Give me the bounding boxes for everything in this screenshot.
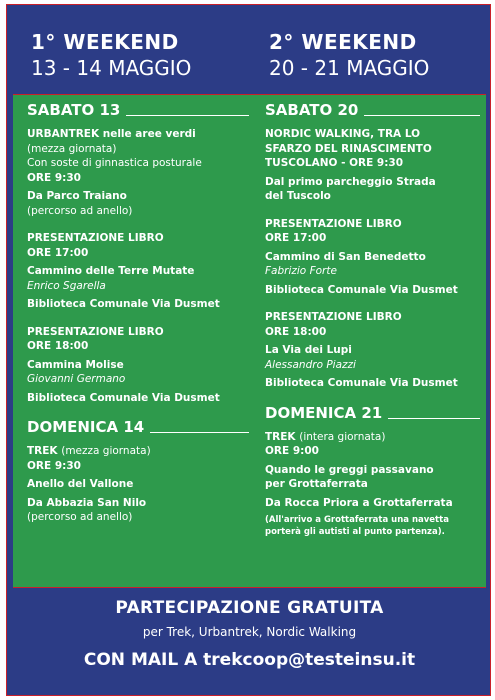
weekend-1-title: 1° WEEKEND bbox=[31, 30, 179, 54]
book-author: Giovanni Germano bbox=[27, 373, 126, 385]
event-time: ORE 17:00 bbox=[27, 246, 89, 259]
event-venue: Biblioteca Comunale Via Dusmet bbox=[27, 298, 220, 310]
event-title-line-1: NORDIC WALKING, TRA LO bbox=[265, 128, 421, 140]
event-name-line-1: Quando le greggi passavano bbox=[265, 463, 434, 476]
day-header-sabato-20 bbox=[265, 101, 480, 119]
event-book-presentation-1 bbox=[27, 231, 249, 312]
event-time: ORE 17:00 bbox=[265, 232, 327, 244]
weekend-1-header bbox=[31, 29, 191, 81]
event-title: TREK bbox=[265, 430, 296, 443]
book-title: Cammino delle Terre Mutate bbox=[27, 265, 195, 277]
event-time: ORE 9:30 bbox=[27, 171, 81, 184]
day-title: DOMENICA 21 bbox=[265, 403, 383, 422]
event-title-line-3: TUSCOLANO - ORE 9:30 bbox=[265, 157, 404, 169]
weekend-2-header bbox=[269, 29, 429, 81]
event-place-line-2: del Tuscolo bbox=[265, 190, 331, 202]
weekend-1-dates: 13 - 14 MAGGIO bbox=[31, 56, 192, 80]
day-header-domenica-21 bbox=[265, 404, 480, 422]
event-duration: (mezza giornata) bbox=[27, 142, 117, 155]
weekend-1-column bbox=[27, 101, 249, 538]
free-participation-title: PARTECIPAZIONE GRATUITA bbox=[115, 598, 384, 618]
event-title: PRESENTAZIONE LIBRO bbox=[27, 232, 164, 244]
divider bbox=[364, 115, 480, 116]
event-note: (percorso ad anello) bbox=[27, 204, 133, 217]
event-book-presentation-3 bbox=[265, 217, 480, 298]
weekend-2-dates: 20 - 21 MAGGIO bbox=[269, 56, 430, 80]
book-title: Cammina Molise bbox=[27, 358, 124, 371]
book-author: Fabrizio Forte bbox=[265, 265, 337, 277]
weekend-2-column bbox=[265, 101, 480, 551]
book-author: Enrico Sgarella bbox=[27, 279, 106, 292]
event-place-line-1: Dal primo parcheggio Strada bbox=[265, 175, 436, 188]
divider bbox=[126, 115, 249, 116]
weekend-2-title: 2° WEEKEND bbox=[269, 30, 417, 54]
event-title-line bbox=[27, 444, 249, 459]
contact-email-line: CON MAIL A trekcoop@testeinsu.it bbox=[83, 650, 416, 670]
event-venue: Biblioteca Comunale Via Dusmet bbox=[27, 391, 220, 404]
book-title: La Via dei Lupi bbox=[265, 344, 352, 356]
event-book-presentation-4 bbox=[265, 310, 480, 391]
event-title: PRESENTAZIONE LIBRO bbox=[265, 311, 402, 323]
event-note-line-2: porterà gli autisti al punto partenza). bbox=[265, 527, 445, 537]
event-trek-21 bbox=[265, 430, 480, 539]
event-nordic-walking bbox=[265, 127, 480, 204]
day-header-domenica-14 bbox=[27, 418, 249, 436]
event-place: Da Abbazia San Nilo bbox=[27, 496, 147, 509]
divider bbox=[388, 418, 480, 419]
event-poster bbox=[6, 4, 491, 696]
event-urbantrek bbox=[27, 127, 249, 218]
event-title-line-2: SFARZO DEL RINASCIMENTO bbox=[265, 142, 432, 155]
event-name-line-2: per Grottaferrata bbox=[265, 478, 368, 490]
event-time: ORE 9:30 bbox=[27, 459, 81, 472]
program-panel bbox=[13, 94, 486, 588]
day-title: DOMENICA 14 bbox=[27, 418, 145, 436]
divider bbox=[150, 432, 249, 433]
event-note-line-1: (All'arrivo a Grottaferrata una navetta bbox=[265, 515, 449, 525]
event-route: Da Rocca Priora a Grottaferrata bbox=[265, 496, 453, 509]
event-title: TREK bbox=[27, 445, 58, 457]
event-title-line bbox=[265, 430, 480, 445]
event-trek-14 bbox=[27, 444, 249, 525]
day-title: SABATO 13 bbox=[27, 101, 121, 119]
event-time: ORE 18:00 bbox=[265, 325, 327, 338]
event-duration: (intera giornata) bbox=[299, 430, 386, 443]
event-description: Con soste di ginnastica posturale bbox=[27, 157, 202, 169]
day-header-sabato-13 bbox=[27, 101, 249, 119]
event-book-presentation-2 bbox=[27, 325, 249, 406]
event-venue: Biblioteca Comunale Via Dusmet bbox=[265, 283, 458, 296]
activities-subtitle: per Trek, Urbantrek, Nordic Walking bbox=[142, 625, 357, 639]
event-duration: (mezza giornata) bbox=[61, 445, 151, 457]
event-place: Da Parco Traiano bbox=[27, 190, 127, 202]
event-title: PRESENTAZIONE LIBRO bbox=[265, 217, 402, 230]
event-title: PRESENTAZIONE LIBRO bbox=[27, 325, 164, 338]
event-time: ORE 9:00 bbox=[265, 445, 319, 457]
day-title: SABATO 20 bbox=[265, 101, 359, 119]
event-venue: Biblioteca Comunale Via Dusmet bbox=[265, 377, 458, 389]
event-note: (percorso ad anello) bbox=[27, 511, 133, 523]
book-author: Alessandro Piazzi bbox=[265, 358, 356, 371]
event-name: Anello del Vallone bbox=[27, 478, 134, 490]
book-title: Cammino di San Benedetto bbox=[265, 250, 426, 263]
event-time: ORE 18:00 bbox=[27, 340, 89, 352]
event-title: URBANTREK nelle aree verdi bbox=[27, 128, 196, 140]
